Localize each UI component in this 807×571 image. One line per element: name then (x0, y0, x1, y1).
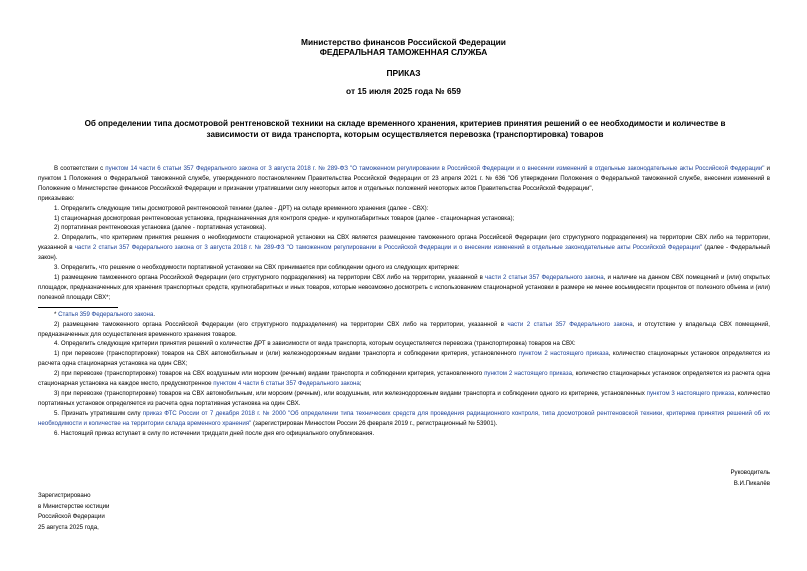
paragraph-1-2: 2) портативная рентгеновская установка (далее - портативная установка). (54, 224, 267, 232)
document-type: ПРИКАЗ (386, 68, 421, 78)
service-name: ФЕДЕРАЛЬНАЯ ТАМОЖЕННАЯ СЛУЖБА (319, 47, 488, 57)
paragraph-3-1-text-2: , и наличие на данном СВХ помещений и (или) открытых площадок, предназначенных для хранения транспортных средств, крупногабаритных и иных товаров, которые невозможно досмотреть с использованием стационарной установки в размере не менее восьмидесяти процентов от полезного объема и (или) полезной площади СВХ*; (38, 273, 771, 301)
footnote-divider (38, 307, 118, 308)
paragraph-3-2-text-2: , и отсутствие у владельца СВХ помещений, предназначенных для осуществления временного хранения товаров. (38, 320, 771, 338)
paragraph-3-2-text: 2) размещение таможенного органа Российской Федерации (его структурного подразделения) на территории СВХ либо на территории, указанной в (54, 320, 508, 328)
footnote (38, 310, 770, 320)
law-link[interactable]: части 2 статьи 357 Федерального закона (507, 320, 633, 328)
law-link[interactable]: части 2 статьи 357 Федерального закона (485, 273, 604, 281)
paragraph-3-1 (38, 273, 770, 303)
registration-line: Зарегистрировано (38, 492, 91, 499)
order-link[interactable]: пунктом 2 настоящего приказа (518, 350, 609, 358)
paragraph-1: 1. Определить следующие типы досмотровой рентгеновской техники (далее - ДРТ) на складе временного хранения (далее - СВХ): (54, 204, 429, 212)
repealed-order-link[interactable]: приказ ФТС России от 7 декабря 2018 г. № 2000 "Об определении типа технических средств для проведения радиационного контроля, типа досмотровой рентгеновской техники, критериев принятия решений об их необходимости и количестве на территории склада временного хранения" (38, 409, 770, 427)
ministry-name: Министерство финансов Российской Федерации (301, 37, 506, 47)
registration-date: 25 августа 2025 года, (38, 523, 99, 531)
law-link[interactable]: пунктом 4 части 6 статьи 357 Федерального закона (213, 380, 360, 388)
signature-block (730, 467, 770, 489)
paragraph-2-text-2: (далее - Федеральный закон). (38, 244, 770, 262)
order-link[interactable]: пунктом 2 настоящего приказа (484, 370, 572, 378)
paragraph-4-2-text: 2) при перевозке (транспортировке) товаров на СВХ воздушным или морским (речным) видами транспорта и соблюдении критерия, установленного (54, 370, 485, 378)
preamble-text-2: и пунктом 1 Положения о Федеральной таможенной службе, утвержденного постановлением Правительства Российской Федерации от 23 апреля 2021 г. № 636 "Об утверждении Положения о Федеральной таможенной службе, внесении изменений в Положение о Министерстве финансов Российской Федерации и признании утратившими силу некоторых актов и отдельных положений некоторых актов Правительства Российской Федерации", (38, 165, 770, 192)
document-body (38, 164, 770, 438)
document-title: Об определении типа досмотровой рентгеновской техники на складе временного хранения, критериев принятия решений о ее необходимости и количестве в зависимости от вида транспорта, которым осуществляется перевозка (транспортировка) товаров (84, 119, 726, 139)
paragraph-4-2-text-3: ; (359, 380, 362, 388)
paragraph-4-1-text-2: , количество стационарных установок определяется из расчета одна стационарная установка на один СВХ; (38, 350, 770, 368)
paragraph-4-2 (38, 369, 770, 389)
preamble-text: В соответствии с (54, 165, 106, 172)
footnote-star: * (54, 310, 59, 318)
registration-block (38, 491, 109, 533)
law-link[interactable]: части 2 статьи 357 Федерального закона от 3 августа 2018 г. № 289-ФЗ "О таможенном регулировании в Российской Федерации и о внесении изменений в отдельные законодательные акты Российской Федерации" (74, 244, 703, 252)
paragraph-4-3-text-2: , количество портативных установок определяется из расчета одна портативная установка на один СВХ. (38, 389, 770, 407)
paragraph-3-2 (38, 320, 770, 340)
paragraph-5-text-2: (зарегистрирован Минюстом России 26 февраля 2019 г., регистрационный № 53901). (251, 419, 498, 427)
footnote-end: . (153, 310, 156, 318)
document-date-number: от 15 июля 2025 года № 659 (346, 86, 461, 96)
paragraph-5-text: 5. Признать утратившим силу (54, 409, 143, 417)
registration-line: Российской Федерации (38, 513, 105, 521)
law-link[interactable]: пунктом 14 части 6 статьи 357 Федерального закона от 3 августа 2018 г. № 289-ФЗ "О таможенном регулировании в Российской Федерации и о внесении изменений в отдельные законодательные акты Российской Федерации" (105, 165, 765, 172)
paragraph-2-text: 2. Определить, что критерием принятия решения о необходимости стационарной установки на СВХ является размещение таможенного органа Российской Федерации (его структурного подразделения) на территории СВХ либо на территории, указанной в (38, 234, 770, 252)
order-word: приказываю: (38, 194, 75, 202)
signatory-position: Руководитель (730, 469, 770, 476)
paragraph-4: 4. Определить следующие критерии принятия решений о количестве ДРТ в зависимости от вида транспорта, которым осуществляется перевозка (транспортировка) товаров на СВХ: (54, 340, 576, 348)
paragraph-4-3 (38, 389, 770, 409)
paragraph-3-1-text: 1) размещение таможенного органа Российской Федерации (его структурного подразделения) на территории СВХ либо на территории, указанной в (54, 273, 486, 281)
paragraph-4-2-text-2: , количество стационарных установок определяется из расчета одна стационарная установка на каждое место, предусмотренное (38, 370, 771, 388)
order-link[interactable]: пунктом 3 настоящего приказа (646, 389, 735, 397)
paragraph-6: 6. Настоящий приказ вступает в силу по истечении тридцати дней после дня его официального опубликования. (54, 429, 375, 437)
paragraph-2 (38, 233, 770, 263)
registration-line: в Министерстве юстиции (38, 502, 110, 510)
paragraph-1-1: 1) стационарная досмотровая рентгеновская установка, предназначенная для контроля средне- и крупногабаритных товаров (далее - стационарная установка); (54, 214, 515, 222)
paragraph-3: 3. Определить, что решение о необходимости портативной установки на СВХ принимается при соблюдении одного из следующих критериев: (54, 264, 460, 272)
paragraph-4-3-text: 3) при перевозке (транспортировке) товаров на СВХ автомобильным, или морским (речным), или воздушным, или железнодорожным видами транспорта и соблюдении одного из критериев, установленных (54, 389, 647, 397)
paragraph-4-1 (38, 349, 770, 369)
paragraph-4-1-text: 1) при перевозке (транспортировке) товаров на СВХ автомобильным и (или) железнодорожным видами транспорта и соблюдении критерия, установленного (54, 350, 519, 358)
signatory-name: В.И.Пикалёв (733, 480, 770, 487)
paragraph-5 (38, 409, 770, 429)
preamble (38, 164, 770, 194)
footnote-link[interactable]: Статья 359 Федерального закона (58, 310, 154, 318)
